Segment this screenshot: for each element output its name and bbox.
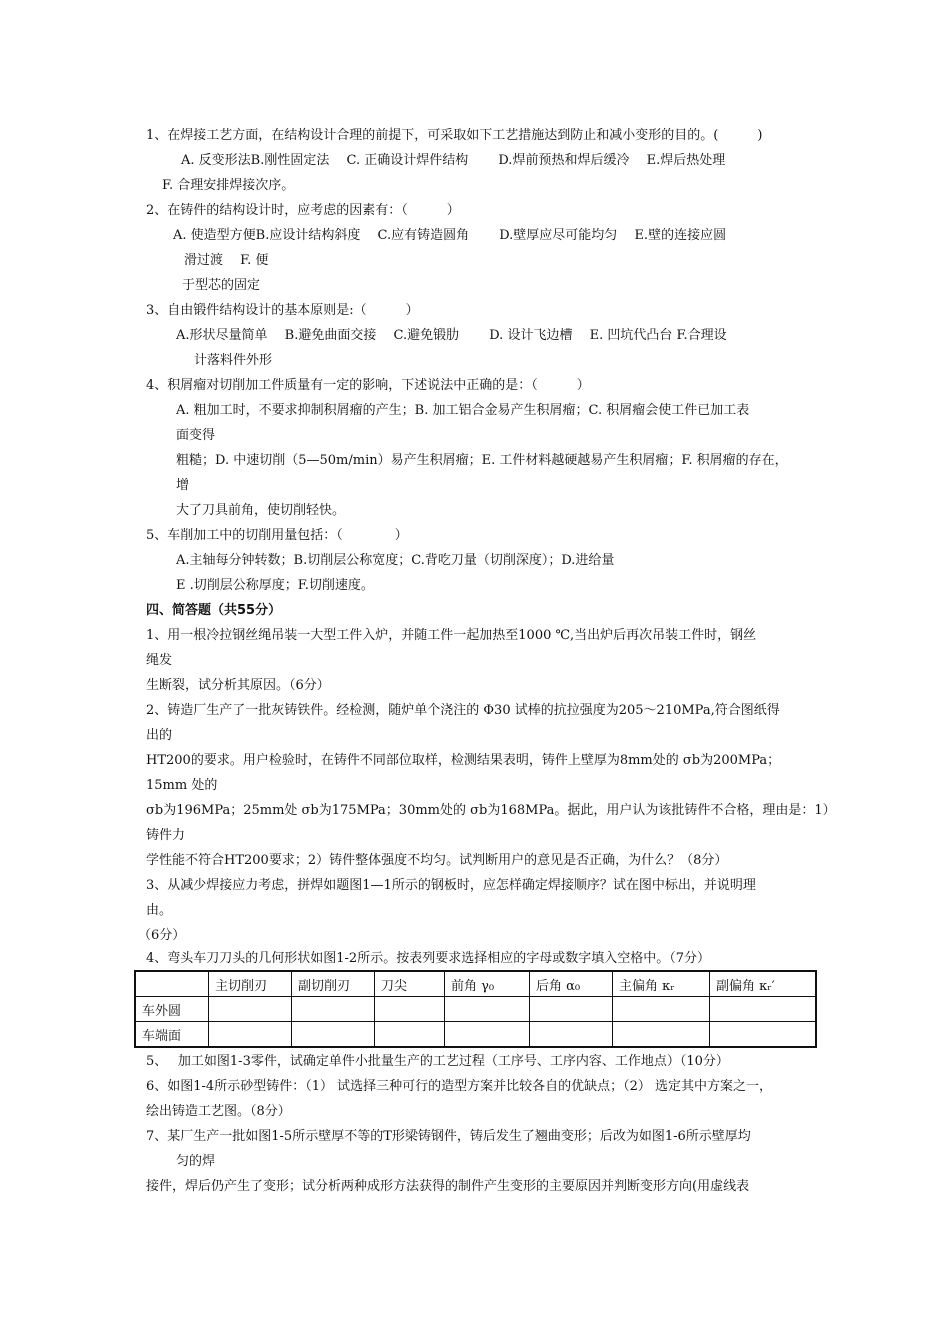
- table-cell: 主切削刃: [209, 971, 292, 997]
- sa7-line-1: 7、某厂生产一批如图1-5所示壁厚不等的T形梁铸钢件，铸后发生了翘曲变形；后改为如图1-6所示壁厚均: [146, 1129, 751, 1144]
- q4-line-5: 增: [176, 478, 190, 493]
- table-cell: [209, 1022, 292, 1048]
- table-cell: [613, 1022, 710, 1048]
- table-cell: [292, 1022, 375, 1048]
- q3-line-3: 计落料件外形: [194, 353, 273, 368]
- table-cell: [209, 997, 292, 1022]
- tool-angle-table: [134, 970, 817, 1048]
- table-cell: [375, 997, 445, 1022]
- q1-line-3: F. 合理安排焊接次序。: [162, 178, 295, 193]
- table-cell: [445, 1022, 530, 1048]
- sa7-line-2: 匀的焊: [176, 1154, 216, 1169]
- table-cell: 车外圆: [135, 997, 209, 1022]
- table-cell: 副切削刃: [292, 971, 375, 997]
- table-cell: [530, 997, 613, 1022]
- table-cell: 刀尖: [375, 971, 445, 997]
- sa1-line-2: 绳发: [146, 653, 173, 668]
- table-cell: [135, 971, 209, 997]
- q2-line-4: 于型芯的固定: [182, 278, 261, 293]
- q4-line-4: 粗糙；D. 中速切削（5—50m/min）易产生积屑瘤；E. 工件材料越硬越易产生积屑瘤；F. 积屑瘤的存在，: [176, 453, 788, 468]
- table-cell: [613, 997, 710, 1022]
- q4-line-3: 面变得: [176, 428, 216, 443]
- q1-line-2: A. 反变形法B.刚性固定法 C. 正确设计焊件结构 D.焊前预热和焊后缓冷 E.焊后热处理: [181, 153, 726, 168]
- table-cell: 前角 γ₀: [445, 971, 530, 997]
- sa2-line-5: σb为196MPa；25mm处 σb为175MPa；30mm处的 σb为168MPa。据此，用户认为该批铸件不合格，理由是：1）: [146, 803, 836, 818]
- table-cell: 车端面: [135, 1022, 209, 1048]
- table-cell: [710, 1022, 817, 1048]
- sa6-line-2: 绘出铸造工艺图。（8分）: [146, 1104, 291, 1119]
- q1-line-1: 1、在焊接工艺方面，在结构设计合理的前提下，可采取如下工艺措施达到防止和减小变形的目的。( ): [146, 128, 763, 143]
- sa2-line-3: HT200的要求。用户检验时，在铸件不同部位取样，检测结果表明，铸件上壁厚为8mm处的 σb为200MPa；: [146, 753, 781, 768]
- table-row: [135, 997, 816, 1022]
- sa7-line-3: 接件，焊后仍产生了变形；试分析两种成形方法获得的制件产生变形的主要原因并判断变形方向(用虚线表: [146, 1179, 750, 1194]
- q2-line-1: 2、在铸件的结构设计时，应考虑的因素有：（ ）: [146, 203, 460, 218]
- q2-line-2: A. 使造型方便B.应设计结构斜度 C.应有铸造圆角 D.壁厚应尽可能均匀 E.壁的连接应圆: [173, 228, 727, 243]
- table-cell: 后角 α₀: [530, 971, 613, 997]
- sa2-line-7: 学性能不符合HT200要求；2）铸件整体强度不均匀。试判断用户的意见是否正确，为什么？（8分）: [146, 853, 728, 868]
- q5-line-1: 5、车削加工中的切削用量包括：（ ）: [146, 528, 408, 543]
- q3-line-2: A.形状尽量简单 B.避免曲面交接 C.避免锻肋 D. 设计飞边槽 E. 凹坑代凸台 F.合理设: [176, 328, 727, 343]
- sa2-line-4: 15mm 处的: [146, 778, 218, 793]
- table-cell: [710, 997, 817, 1022]
- sa1-line-3: 生断裂，试分析其原因。（6分）: [146, 678, 330, 693]
- table-cell: [445, 997, 530, 1022]
- q4-line-6: 大了刀具前角，使切削轻快。: [176, 503, 346, 518]
- q5-line-2: A.主轴每分钟转数；B.切削层公称宽度；C.背吃刀量（切削深度）；D.进给量: [176, 553, 615, 568]
- table-cell: [375, 1022, 445, 1048]
- q2-line-3: 滑过渡 F. 便: [184, 253, 269, 268]
- sa4-line-1: 4、弯头车刀刀头的几何形状如图1-2所示。按表列要求选择相应的字母或数字填入空格中。（7分）: [146, 951, 710, 966]
- sa2-line-6: 铸件力: [146, 828, 186, 843]
- sa2-line-1: 2、铸造厂生产了一批灰铸铁件。经检测，随炉单个浇注的 Φ30 试棒的抗拉强度为205～210MPa,符合图纸得: [146, 703, 780, 718]
- section-heading: 四、简答题（共55分）: [146, 603, 282, 618]
- sa5-line-1: 5、 加工如图1-3零件，试确定单件小批量生产的工艺过程（工序号、工序内容、工作地点）（10分）: [146, 1054, 729, 1069]
- table-cell: [292, 997, 375, 1022]
- sa3-line-1: 3、从减少焊接应力考虑，拼焊如题图1—1所示的钢板时，应怎样确定焊接顺序？试在图中标出，并说明理: [146, 878, 756, 893]
- q4-line-1: 4、积屑瘤对切削加工件质量有一定的影响，下述说法中正确的是：（ ）: [146, 378, 590, 393]
- q5-line-3: E .切削层公称厚度；F.切削速度。: [176, 578, 374, 593]
- sa2-line-2: 出的: [146, 728, 173, 743]
- sa6-line-1: 6、如图1-4所示砂型铸件：（1） 试选择三种可行的造型方案并比较各自的优缺点；（2） 选定其中方案之一，: [146, 1079, 773, 1094]
- table-cell: 副偏角 κᵣ′: [710, 971, 817, 997]
- q3-line-1: 3、自由锻件结构设计的基本原则是:（ ）: [146, 303, 419, 318]
- table-header-row: [135, 971, 816, 997]
- table-cell: 主偏角 κᵣ: [613, 971, 710, 997]
- table-cell: [530, 1022, 613, 1048]
- sa3-line-2: 由。: [146, 903, 173, 918]
- q4-line-2: A. 粗加工时，不要求抑制积屑瘤的产生；B. 加工铝合金易产生积屑瘤；C. 积屑瘤会使工件已加工表: [176, 403, 750, 418]
- sa3-line-3: （6分）: [138, 928, 186, 943]
- sa1-line-1: 1、用一根冷拉钢丝绳吊装一大型工件入炉，并随工件一起加热至1000 ℃,当出炉后再次吊装工件时，钢丝: [146, 628, 757, 643]
- table-row: [135, 1022, 816, 1048]
